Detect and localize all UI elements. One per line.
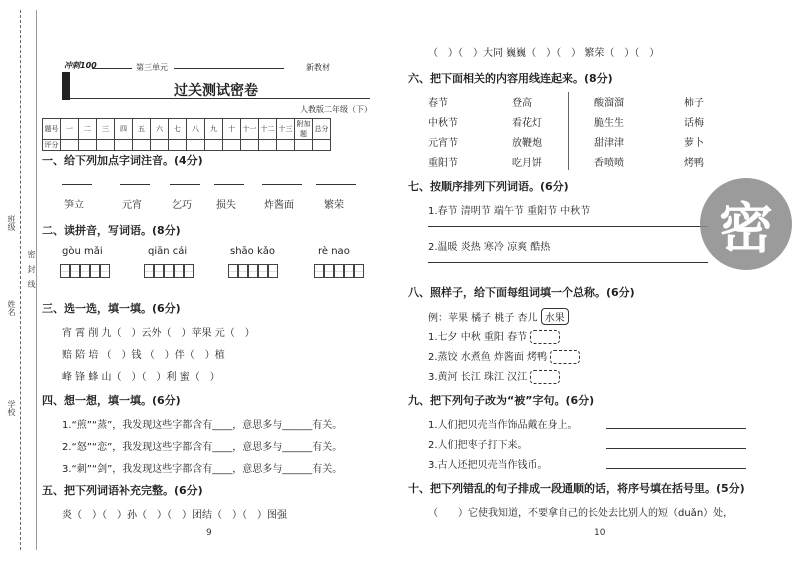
- section-3-title: 三、选一选，填一填。(6分): [42, 302, 181, 315]
- sec8-answer-box-1[interactable]: [530, 330, 560, 344]
- sec6-c4-3[interactable]: 萝卜: [684, 138, 704, 149]
- answer-box-3[interactable]: [228, 263, 278, 282]
- sec9-row-1: 1.人们把贝壳当作饰品戴在身上。: [428, 420, 578, 431]
- strip-label-school: 学校: [7, 400, 16, 416]
- sec7-row-2: 2.温暖 炎热 寒冷 凉爽 酷热: [428, 242, 551, 253]
- pinyin-4: rè nao: [318, 246, 350, 257]
- grade-label: 人教版二年级（下）: [300, 105, 372, 114]
- sec6-mid-3[interactable]: 放鞭炮: [512, 138, 542, 149]
- edition-label: 新教材: [306, 63, 330, 72]
- strip-label-name: 姓名: [7, 300, 16, 316]
- section-6-title: 六、把下面相关的内容用线连起来。(8分): [408, 72, 613, 85]
- sec7-row-1: 1.春节 清明节 端午节 重阳节 中秋节: [428, 206, 591, 217]
- strip-label-seal-2: 封: [27, 265, 36, 273]
- brand-logo: 冲刺100: [64, 61, 97, 70]
- sec6-mid-2[interactable]: 看花灯: [512, 118, 542, 129]
- sec4-row-3: 3.“刺”“剑”，我发现这些字都含有____，意思多与______有关。: [62, 464, 343, 475]
- sec8-answer-box-3[interactable]: [530, 370, 560, 384]
- section-2-title: 二、读拼音，写词语。(8分): [42, 224, 181, 237]
- sec6-left-4[interactable]: 重阳节: [428, 158, 458, 169]
- section-10-title: 十、把下列错乱的句子排成一段通顺的话，将序号填在括号里。(5分): [408, 482, 745, 495]
- answer-box-1[interactable]: [60, 263, 110, 282]
- sec6-c3-1[interactable]: 酸溜溜: [594, 98, 624, 109]
- strip-label-seal-1: 密: [27, 250, 36, 258]
- strip-label-seal-3: 线: [27, 280, 36, 288]
- sec8-example: 例：苹果 橘子 桃子 杏儿 水果: [428, 308, 569, 325]
- right-top-row: （ ）（ ）大同 巍巍（ ）（ ） 繁荣（ ）（ ）: [428, 48, 660, 59]
- score-table: 题号 一 二 三 四 五 六 七 八 九 十 十一 十二 十三 附加题 总分 评分: [44, 120, 329, 149]
- sec3-row-3: 峰 锋 蜂 山（ ）（ ）利 蜜（ ）: [62, 372, 220, 383]
- sec5-row: 炎（ ）（ ）孙（ ）（ ）团结（ ）（ ）图强: [62, 510, 287, 521]
- sec6-c3-2[interactable]: 脆生生: [594, 118, 624, 129]
- sec9-row-2: 2.人们把枣子打下来。: [428, 440, 528, 451]
- sec4-row-1: 1.“煎”“蒸”，我发现这些字都含有____，意思多与______有关。: [62, 420, 343, 431]
- sec6-divider: [568, 92, 569, 170]
- section-7-title: 七、按顺序排列下列词语。(6分): [408, 180, 569, 193]
- sec3-row-2: 赔 陪 培 （ ）钱 （ ）伴（ ）植: [62, 350, 225, 361]
- sec8-row-1: 1.七夕 中秋 重阳 春节: [428, 328, 560, 344]
- sec4-row-2: 2.“怒”“恋”，我发现这些字都含有____，意思多与______有关。: [62, 442, 343, 453]
- strip-label-class: 班级: [7, 215, 16, 231]
- title-bar-decor: [62, 72, 70, 100]
- sec6-c4-2[interactable]: 话梅: [684, 118, 704, 129]
- sec6-c3-4[interactable]: 香喷喷: [594, 158, 624, 169]
- sec10-row: （ ）它使我知道，不要拿自己的长处去比别人的短（duǎn）处，: [428, 508, 734, 519]
- section-4-title: 四、想一想，填一填。(6分): [42, 394, 181, 407]
- section-1-title: 一、给下列加点字词注音。(4分): [42, 154, 203, 167]
- secret-stamp: 密: [700, 178, 792, 270]
- sec6-mid-4[interactable]: 吃月饼: [512, 158, 542, 169]
- sec1-word-1: 笋立: [64, 200, 84, 211]
- page-number-right: 10: [594, 528, 606, 538]
- sec6-c3-3[interactable]: 甜津津: [594, 138, 624, 149]
- sec6-c4-4[interactable]: 烤鸭: [684, 158, 704, 169]
- sec8-answer-box-2[interactable]: [550, 350, 580, 364]
- unit-label: 第三单元: [136, 63, 168, 72]
- sec8-row-2: 2.蒸饺 水煮鱼 炸酱面 烤鸭: [428, 348, 580, 364]
- sec1-word-3: 乞巧: [172, 200, 192, 211]
- binding-dashed-line: [20, 10, 21, 550]
- sec8-row-3: 3.黄河 长江 珠江 汉江: [428, 368, 560, 384]
- answer-box-4[interactable]: [314, 263, 364, 282]
- sec9-answer-line-3[interactable]: [606, 468, 746, 469]
- page-title: 过关测试密卷: [174, 83, 258, 99]
- sec9-row-3: 3.古人还把贝壳当作钱币。: [428, 460, 548, 471]
- answer-box-2[interactable]: [144, 263, 194, 282]
- sec6-mid-1[interactable]: 登高: [512, 98, 532, 109]
- sec6-c4-1[interactable]: 柿子: [684, 98, 704, 109]
- sec7-answer-line-2[interactable]: [428, 262, 708, 263]
- section-5-title: 五、把下列词语补充完整。(6分): [42, 484, 203, 497]
- sec6-left-1[interactable]: 春节: [428, 98, 448, 109]
- sec9-answer-line-1[interactable]: [606, 428, 746, 429]
- sec1-word-4: 损失: [216, 200, 236, 211]
- sec1-word-6: 繁荣: [324, 200, 344, 211]
- sec1-word-5: 炸酱面: [264, 200, 294, 211]
- sec6-left-2[interactable]: 中秋节: [428, 118, 458, 129]
- pinyin-1: gòu mǎi: [62, 246, 103, 257]
- sec3-row-1: 宵 霄 削 九（ ）云外（ ）苹果 元（ ）: [62, 328, 255, 339]
- sec6-left-3[interactable]: 元宵节: [428, 138, 458, 149]
- sec1-word-2: 元宵: [122, 200, 142, 211]
- section-8-title: 八、照样子，给下面每组词填一个总称。(6分): [408, 286, 635, 299]
- page-number-left: 9: [206, 528, 212, 538]
- section-9-title: 九、把下列句子改为“被”字句。(6分): [408, 394, 595, 407]
- sec8-example-answer: 水果: [541, 308, 569, 325]
- sec9-answer-line-2[interactable]: [606, 448, 746, 449]
- pinyin-3: shāo kǎo: [230, 246, 276, 257]
- sec7-answer-line-1[interactable]: [428, 226, 708, 227]
- pinyin-2: qiān cái: [148, 246, 188, 257]
